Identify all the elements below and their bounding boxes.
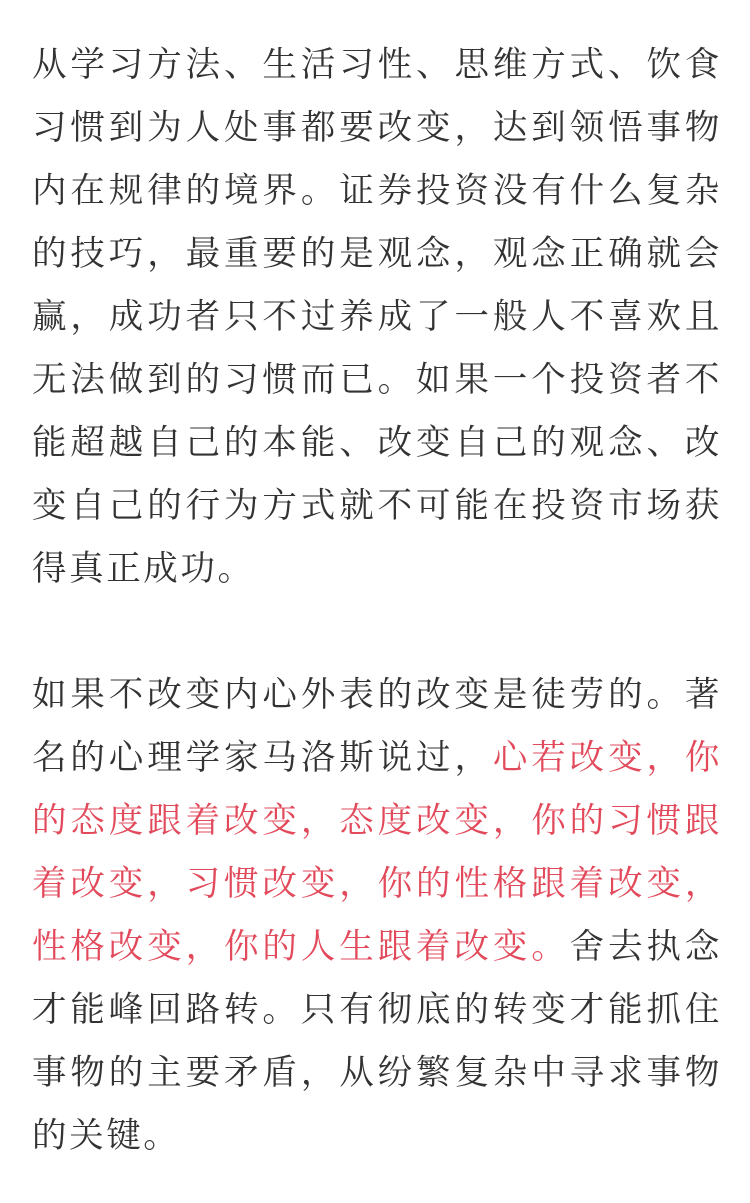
paragraph-2 xyxy=(32,664,722,1168)
paragraph-2-intro: 如果不改变内心外表的改变是徒劳的。著名的心理学家马洛斯说过， xyxy=(32,675,722,778)
paragraph-1: 从学习方法、生活习性、思维方式、饮食习惯到为人处事都要改变，达到领悟事物内在规律的境界。证券投资没有什么复杂的技巧，最重要的是观念，观念正确就会赢，成功者只不过养成了一般人不喜欢且无法做到的习惯而已。如果一个投资者不能超越自己的本能、改变自己的观念、改变自己的行为方式就不可能在投资市场获得真正成功。 xyxy=(32,45,722,589)
highlighted-quote: 心若改变，你的态度跟着改变，态度改变，你的习惯跟着改变，习惯改变，你的性格跟着改变，性格改变，你的人生跟着改变。 xyxy=(32,738,722,967)
paragraph-2-conclusion: 舍去执念才能峰回路转。只有彻底的转变才能抓住事物的主要矛盾，从纷繁复杂中寻求事物的关键。 xyxy=(32,927,722,1156)
